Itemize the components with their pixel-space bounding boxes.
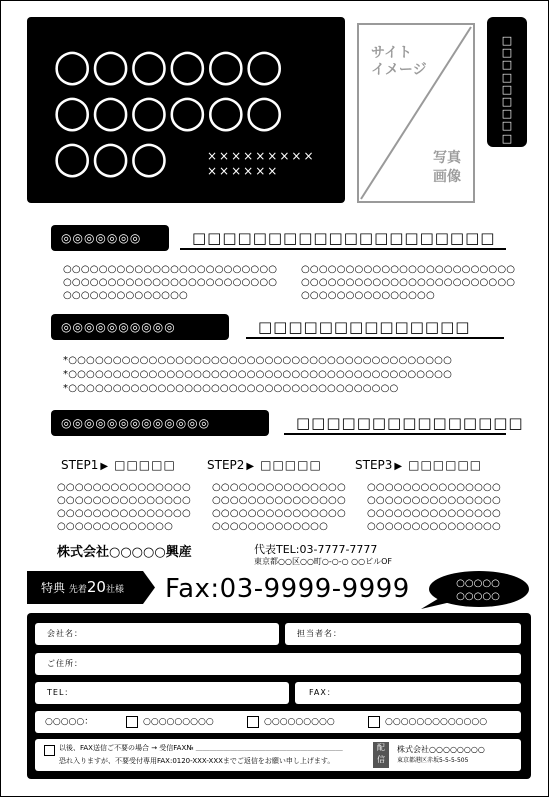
- hero-circle-row-3: ○○○: [53, 132, 169, 183]
- step-1-text: ○○○○○○○○○○○○○○○ ○○○○○○○○○○○○○○○ ○○○○○○○○○○○○○○○ ○○○○○○○○○○○○○: [57, 482, 191, 532]
- section-1-heading: □□□□□□□□□□□□□□□□□□□□: [180, 228, 506, 250]
- address-field-label: ご住所：: [47, 659, 83, 668]
- photo-image-label: 写真 画像: [433, 150, 461, 185]
- section-1-right-text: ○○○○○○○○○○○○○○○○○○○○○○○○ ○○○○○○○○○○○○○○○○○○○○○○○○ ○○○○○○○○○○○○○○○: [301, 264, 516, 301]
- step-1-label: STEP1: [61, 458, 99, 472]
- step-1-arrow-icon: ▶: [100, 461, 109, 472]
- hero-circle-row-2: ○○○○○○: [53, 86, 284, 137]
- unsubscribe-note: [35, 739, 521, 771]
- tokuten-label: 特典: [41, 581, 66, 595]
- fax-number: Fax:03-9999-9999: [165, 574, 410, 604]
- hero-banner: [27, 17, 345, 203]
- address-field[interactable]: [35, 653, 521, 675]
- speech-bubble-text: ○○○○○ ○○○○○: [456, 578, 500, 602]
- step-2-squares: □□□□□: [260, 458, 322, 472]
- sender-company-name: 株式会社○○○○○○○○: [397, 745, 485, 754]
- side-tab-label: □ □ □ □ □ □ □ □ □: [501, 34, 513, 145]
- representative-tel: 代表TEL:03-7777-7777: [254, 543, 378, 556]
- photo-placeholder: [357, 23, 475, 203]
- hero-circle-row-1: ○○○○○○: [53, 40, 284, 91]
- section-2-bullets: *○○○○○○○○○○○○○○○○○○○○○○○○○○○○○○○○○○○○○○○○○○○ *○○○○○○○○○○○○○○○○○○○○○○○○○○○○○○○○○○○○○○○○○○○ *○○○○○○○○○○○○○○○○○○○○○○○○○○○○○○○○○○○○○: [63, 355, 453, 394]
- section-1-left-text: ○○○○○○○○○○○○○○○○○○○○○○○○ ○○○○○○○○○○○○○○○○○○○○○○○○ ○○○○○○○○○○○○○○: [63, 264, 278, 301]
- site-image-label: サイト イメージ: [371, 45, 427, 78]
- fax-field-label: FAX：: [309, 688, 336, 697]
- contact-person-field-label: 担当者名：: [297, 629, 342, 638]
- step-3-text: ○○○○○○○○○○○○○○○ ○○○○○○○○○○○○○○○ ○○○○○○○○○○○○○○○ ○○○○○○○○○○○○○○○: [367, 482, 501, 532]
- first-come-count: 20: [86, 578, 106, 596]
- option-1-label: ○○○○○○○○○: [143, 717, 214, 727]
- first-come-label: 先着: [68, 585, 87, 595]
- unsubscribe-note-line-1: 以後、FAX送信ご不要の場合 → 受信FAX№ ＿＿＿＿＿＿＿＿＿＿＿＿＿＿＿＿＿＿＿＿＿: [59, 744, 343, 752]
- tokuten-text: [41, 578, 124, 599]
- step-2-heading: [207, 457, 322, 475]
- section-2-heading: □□□□□□□□□□□□□□: [246, 317, 504, 339]
- first-come-unit: 社様: [105, 585, 124, 595]
- step-3-heading: [355, 457, 482, 475]
- section-2-pill: ◎◎◎◎◎◎◎◎◎◎: [51, 314, 229, 340]
- speech-bubble: [419, 571, 529, 611]
- sender-badge: 配 信: [373, 742, 389, 768]
- company-name: 株式会社○○○○○興産: [57, 545, 192, 560]
- option-2-label: ○○○○○○○○○: [264, 717, 335, 727]
- side-tab: [487, 17, 527, 147]
- section-1-pill: ◎◎◎◎◎◎◎: [51, 225, 169, 251]
- company-name-field-label: 会社名：: [47, 629, 83, 638]
- fax-field[interactable]: [295, 682, 521, 704]
- step-2-label: STEP2: [207, 458, 245, 472]
- option-3-checkbox[interactable]: [368, 716, 380, 728]
- step-2-text: ○○○○○○○○○○○○○○○ ○○○○○○○○○○○○○○○ ○○○○○○○○○○○○○○○ ○○○○○○○○○○○○○: [212, 482, 346, 532]
- section-3-heading: □□□□□□□□□□□□□□□: [284, 413, 506, 435]
- contact-person-field[interactable]: [285, 623, 521, 645]
- hero-x-marks: ××××××××× ××××××: [207, 149, 316, 178]
- option-2-checkbox[interactable]: [247, 716, 259, 728]
- step-1-squares: □□□□□: [114, 458, 176, 472]
- tokuten-badge: [27, 571, 157, 604]
- option-1-checkbox[interactable]: [126, 716, 138, 728]
- sender-address: 東京都港区赤坂5-5-5-505: [397, 757, 469, 764]
- step-2-arrow-icon: ▶: [246, 461, 255, 472]
- tel-field[interactable]: [35, 682, 289, 704]
- option-3-label: ○○○○○○○○○○○○○: [385, 717, 488, 727]
- company-name-field[interactable]: [35, 623, 279, 645]
- step-1-heading: [61, 457, 176, 475]
- tel-field-label: TEL：: [47, 688, 74, 697]
- option-row: [35, 711, 521, 733]
- fax-reply-form: [27, 613, 531, 779]
- unsubscribe-note-line-2: 恐れ入りますが、不要受付専用FAX:0120-XXX-XXXまでご返信をお願い申し上げます。: [59, 757, 335, 765]
- unsubscribe-checkbox[interactable]: [44, 745, 55, 756]
- step-3-arrow-icon: ▶: [394, 461, 403, 472]
- company-address: 東京都○○区○○町○-○-○ ○○ビルOF: [254, 557, 393, 566]
- step-3-label: STEP3: [355, 458, 393, 472]
- section-3-pill: ◎◎◎◎◎◎◎◎◎◎◎◎◎: [51, 410, 269, 436]
- step-3-squares: □□□□□□: [408, 458, 483, 472]
- option-row-label: ○○○○○：: [45, 717, 94, 727]
